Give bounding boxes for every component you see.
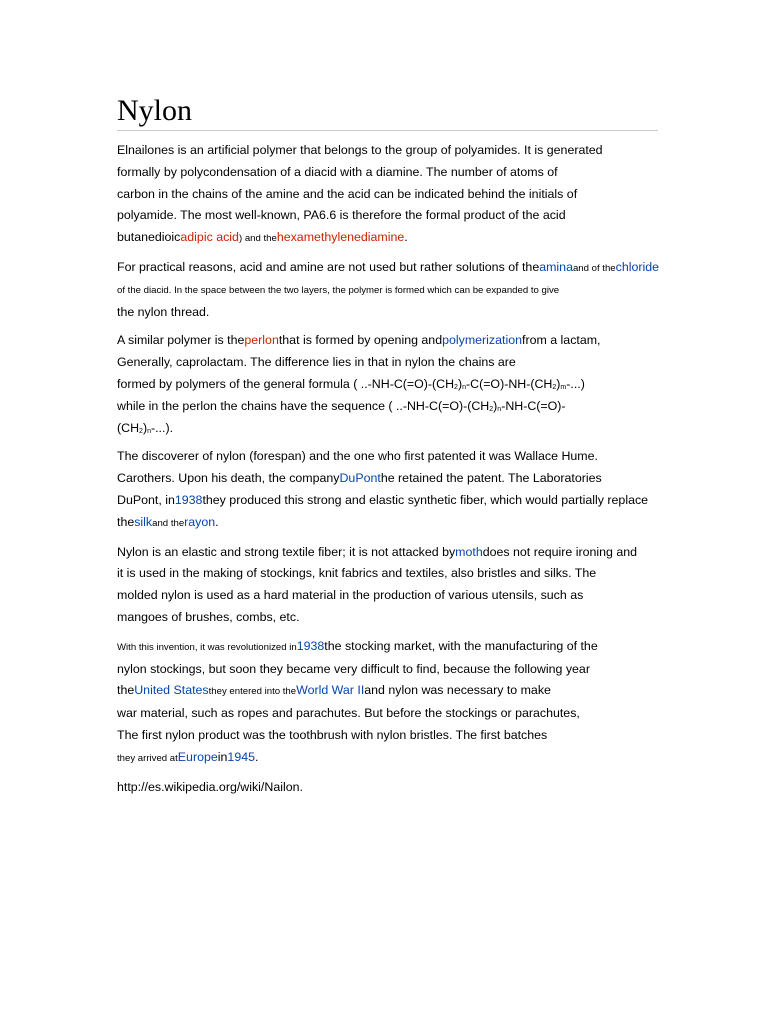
link-dupont[interactable]: DuPont: [339, 471, 381, 486]
link-europe[interactable]: Europe: [177, 749, 218, 764]
text-run: -...): [566, 376, 585, 391]
subscript: n: [147, 427, 151, 435]
subscript: 2: [139, 427, 143, 435]
text-run: (CH: [117, 420, 140, 435]
link-amina[interactable]: amina: [539, 259, 573, 274]
text-line: carbon in the chains of the amine and the acid can be indicated behind the initials of: [117, 186, 578, 201]
text-line: Generally, caprolactam. The difference lies in that in nylon the chains are: [117, 355, 516, 370]
text-run: the stocking market, with the manufacturing of the: [324, 638, 598, 653]
text-run: and of the: [572, 262, 616, 274]
text-line: [117, 636, 677, 659]
text-run: A similar polymer is the: [117, 333, 245, 348]
text-run: -...).: [150, 420, 174, 435]
text-line: [117, 227, 677, 250]
link-polymerization[interactable]: polymerization: [442, 333, 522, 348]
text-run: in: [217, 749, 228, 764]
text-line: molded nylon is used as a hard material in the production of various utensils, such as: [117, 588, 584, 603]
link-1945[interactable]: 1945: [227, 749, 255, 764]
link-1938[interactable]: 1938: [174, 492, 203, 507]
text-run: With this invention, it was revolutionized in: [117, 641, 297, 653]
link-silk[interactable]: silk: [134, 514, 153, 529]
text-run: .: [215, 514, 219, 529]
text-run: Nylon is an elastic and strong textile fiber; it is not attacked by: [117, 544, 456, 559]
text-line: nylon stockings, but soon they became very difficult to find, because the following year: [117, 661, 590, 676]
text-run: the: [117, 683, 135, 698]
text-run: ): [493, 398, 498, 413]
text-run: does not require ironing and: [482, 544, 638, 559]
text-line: it is used in the making of stockings, knit fabrics and textiles, also bristles and silks. The: [117, 566, 597, 581]
text-line: Elnailones is an artificial polymer that belongs to the group of polyamides. It is generated: [117, 143, 603, 157]
paragraph-properties: [117, 542, 677, 629]
text-run: Carothers. Upon his death, the company: [117, 471, 340, 486]
subscript: 2: [552, 383, 557, 391]
text-run: .: [404, 230, 408, 245]
text-run: .: [255, 749, 259, 764]
text-run: ): [556, 376, 561, 391]
text-line: [117, 680, 677, 703]
formula-line: [117, 374, 677, 396]
text-line: the nylon thread.: [117, 304, 210, 319]
link-perlon[interactable]: perlon: [244, 333, 279, 348]
text-run: formed by polymers of the general formula ( ..-NH-C(=O)-(CH: [117, 376, 455, 391]
text-run: -NH-C(=O)-: [501, 398, 566, 413]
text-line: polyamide. The most well-known, PA6.6 is therefore the formal product of the acid: [117, 208, 566, 223]
text-run: and the: [152, 517, 185, 529]
title-divider: [117, 130, 658, 131]
subscript: n: [497, 405, 502, 413]
text-line: The first nylon product was the toothbrush with nylon bristles. The first batches: [117, 727, 548, 742]
text-line: war material, such as ropes and parachutes. But before the stockings or parachutes,: [117, 706, 580, 721]
text-run: they produced this strong and elastic synthetic fiber, which would partially replace: [202, 492, 649, 507]
link-world-war-ii[interactable]: World War II: [296, 683, 365, 698]
text-run: they entered into the: [208, 686, 297, 698]
formula-line: [117, 396, 677, 418]
text-run: he retained the patent. The Laboratories: [380, 471, 602, 486]
text-run: and nylon was necessary to make: [364, 683, 551, 698]
text-line: [117, 542, 677, 564]
link-1938[interactable]: 1938: [296, 638, 325, 653]
text-line: [117, 330, 677, 352]
text-run: -C(=O)-NH-(CH: [466, 376, 553, 391]
text-run: that is formed by opening and: [278, 333, 443, 348]
paragraph-practical-reasons: [117, 257, 677, 323]
subscript: n: [462, 383, 466, 391]
page-title: Nylon: [117, 94, 192, 127]
text-line: formally by polycondensation of a diacid with a diamine. The number of atoms of: [117, 164, 558, 179]
subscript: 2: [489, 405, 494, 413]
text-run: while in the perlon the chains have the sequence ( ..-NH-C(=O)-(CH: [117, 398, 490, 413]
formula-line: [117, 418, 677, 440]
paragraph-definition: [117, 140, 677, 250]
paragraph-perlon: [117, 330, 677, 439]
text-line: of the diacid. In the space between the two layers, the polymer is formed which can be expanded to give: [117, 284, 560, 296]
text-run: from a lactam,: [522, 333, 601, 348]
paragraph-discoverer: [117, 446, 677, 534]
text-run: DuPont, in: [117, 492, 175, 507]
text-run: the: [117, 514, 135, 529]
source-url: http://es.wikipedia.org/wiki/Nailon.: [117, 779, 303, 794]
link-chloride[interactable]: chloride: [615, 259, 660, 274]
subscript: 2: [454, 383, 458, 391]
link-adipic-acid[interactable]: adipic acid: [180, 230, 239, 245]
text-line: [117, 747, 677, 770]
text-run: ) and the: [238, 233, 277, 245]
paragraph-stockings: [117, 636, 677, 770]
text-line: mangoes of brushes, combs, etc.: [117, 609, 300, 624]
text-run: ): [142, 420, 148, 435]
text-line: [117, 468, 677, 490]
paragraph-source: [117, 777, 677, 799]
text-run: For practical reasons, acid and amine are not used but rather solutions of the: [117, 259, 540, 274]
text-run: ): [457, 376, 463, 391]
link-hexamethylenediamine[interactable]: hexamethylenediamine: [276, 230, 405, 245]
link-rayon[interactable]: rayon: [184, 514, 216, 529]
subscript: m: [560, 383, 567, 391]
text-run: butanedioic: [117, 230, 181, 245]
text-line: [117, 512, 677, 535]
link-moth[interactable]: moth: [455, 544, 483, 559]
link-united-states[interactable]: United States: [134, 683, 209, 698]
text-line: The discoverer of nylon (forespan) and the one who first patented it was Wallace Hume.: [117, 449, 598, 464]
text-line: [117, 257, 677, 280]
article-body: [117, 140, 677, 798]
text-line: [117, 490, 677, 512]
text-run: they arrived at: [117, 752, 178, 764]
